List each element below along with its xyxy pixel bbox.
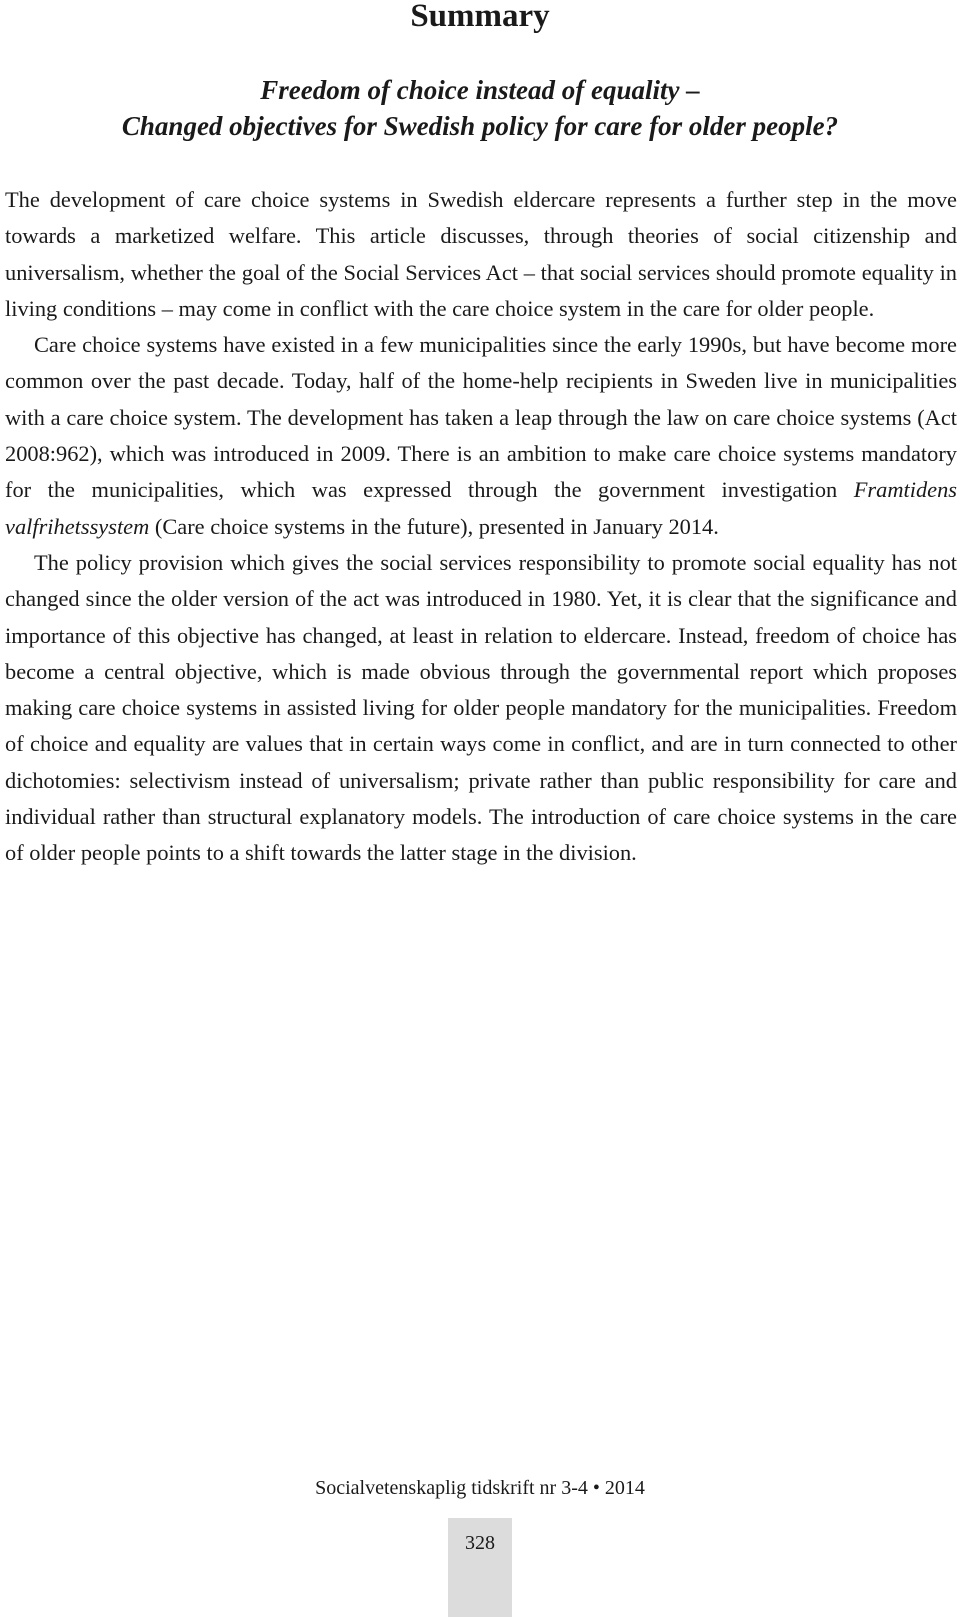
paragraph-3: The policy provision which gives the social services responsibility to promote social equality has not changed since the older version of the act was introduced in 1980. Yet, it is clear that the significance and importance of this objective has changed, at least in relation to eldercare. Instead, freedom of choice has become a central objective, which is made obvious through the governmental report which proposes making care choice systems in assisted living for older people mandatory for the municipalities. Freedom of choice and equality are values that in certain ways come in conflict, and are in turn connected to other dichotomies: selectivism instead of universalism; private rather than public responsibility for care and individual rather than structural explanatory models. The introduction of care choice systems in the care of older people points to a shift towards the latter stage in the division. xyxy=(5,549,957,866)
paragraph-2-text-after: (Care choice systems in the future), presented in January 2014. xyxy=(149,513,719,539)
paragraph-2-text-before: Care choice systems have existed in a few municipalities since the early 1990s, but have become more common over the past decade. Today, half of the home-help recipients in Sweden live in municipalities with a care choice system. The development has taken a leap through the law on care choice systems (Act 2008:962), which was introduced in 2009. There is an ambition to make care choice systems mandatory for the municipalities, which was expressed through the government investigation xyxy=(5,332,957,503)
subtitle-line-1: Freedom of choice instead of equality – xyxy=(260,75,700,105)
journal-footer: Socialvetenskaplig tidskrift nr 3-4 • 2014 xyxy=(315,1477,645,1499)
paragraph-2 xyxy=(5,327,957,545)
subtitle-line-2: Changed objectives for Swedish policy for care for older people? xyxy=(121,111,839,141)
page-number: 328 xyxy=(465,1532,495,1554)
paragraph-1: The development of care choice systems in Swedish eldercare represents a further step in the move towards a marketized welfare. This article discusses, through theories of social citizenship and universalism, whether the goal of the Social Services Act – that social services should promote equality in living conditions – may come in conflict with the care choice system in the care for older people. xyxy=(5,187,957,321)
page-title: Summary xyxy=(410,0,550,34)
report-title: Framtidens valfrihetssystem xyxy=(5,477,957,539)
page-number-box xyxy=(448,1518,512,1617)
summary-body xyxy=(5,182,957,872)
article-subtitle xyxy=(0,72,960,144)
